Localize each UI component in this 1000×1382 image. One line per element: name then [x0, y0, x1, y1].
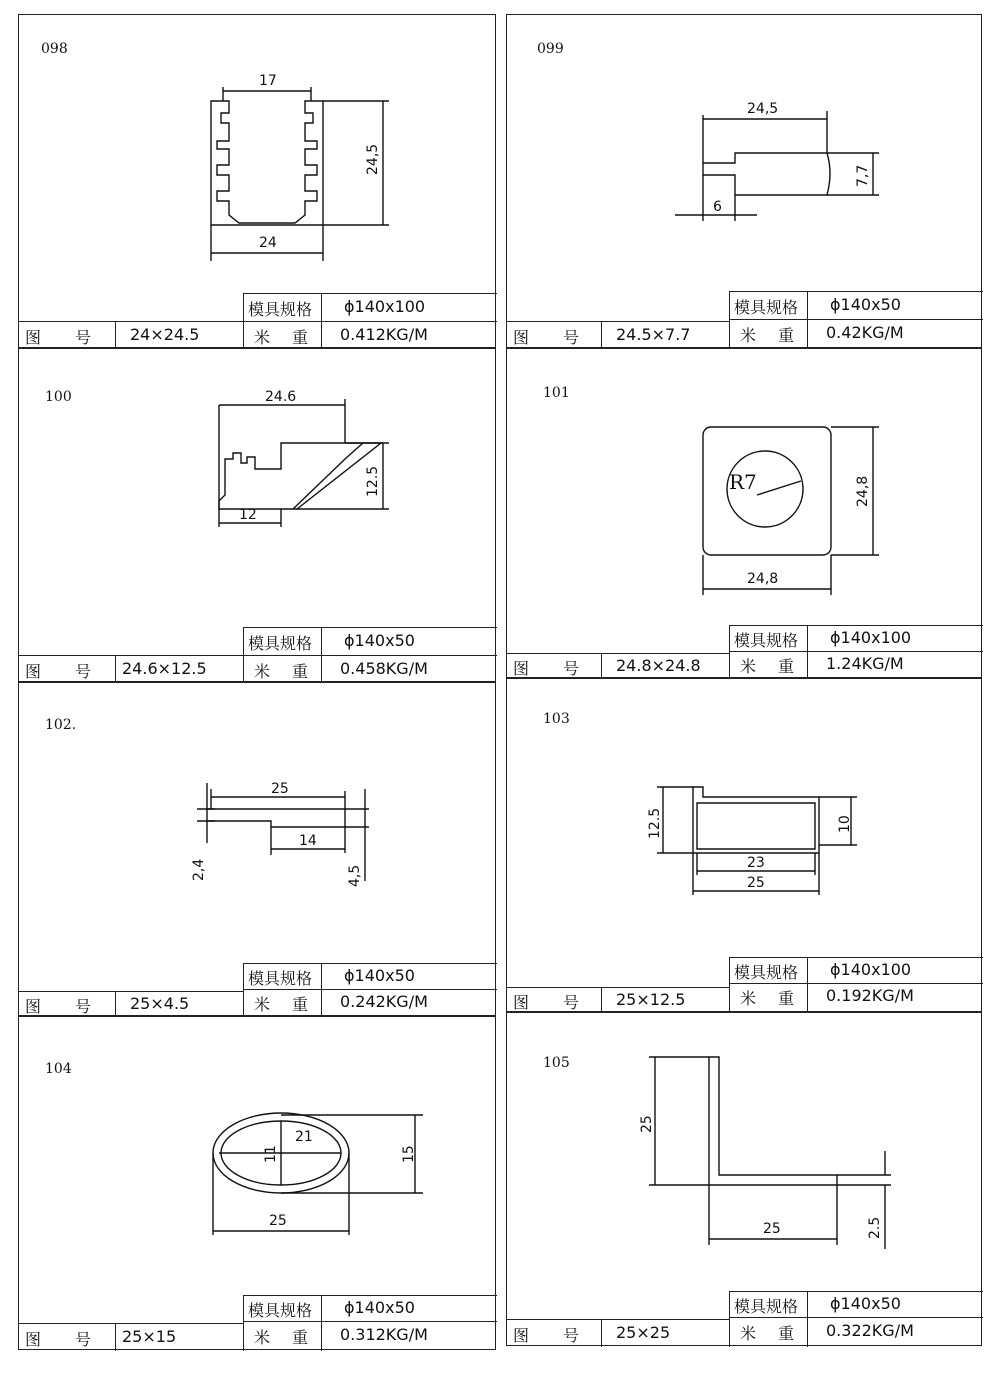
weight-value: 0.458KG/M	[321, 655, 497, 683]
profile-number: 103	[543, 711, 570, 727]
dim-inner-width: 21	[295, 1129, 313, 1145]
drawing-no-value: 24×24.5	[115, 321, 243, 349]
drawing-no-label: 图 号	[507, 321, 601, 349]
drawing-no-value: 25×4.5	[115, 991, 243, 1017]
dim-width: 25	[269, 1213, 287, 1229]
profile-drawing	[507, 1013, 977, 1283]
weight-label: 米 重	[729, 319, 807, 349]
mold-spec-label: 模具规格	[243, 963, 321, 989]
profile-drawing	[19, 683, 489, 953]
profile-number: 101	[543, 385, 570, 401]
dim-step: 14	[299, 833, 317, 849]
drawing-no-label: 图 号	[507, 653, 601, 679]
drawing-no-value: 24.5×7.7	[601, 321, 729, 349]
drawing-no-value: 24.8×24.8	[601, 653, 729, 679]
dim-width: 24,8	[747, 571, 779, 587]
dim-length: 24,5	[747, 101, 779, 117]
mold-spec-value: ϕ140x100	[321, 293, 497, 321]
profile-card-101	[506, 348, 982, 678]
weight-label: 米 重	[243, 321, 321, 349]
profile-card-100	[18, 348, 496, 682]
weight-value: 0.42KG/M	[807, 319, 983, 349]
spec-table	[507, 291, 983, 349]
mold-spec-value: ϕ140x50	[321, 627, 497, 655]
mold-spec-value: ϕ140x50	[807, 1291, 983, 1317]
weight-label: 米 重	[243, 1321, 321, 1351]
profile-number: 104	[45, 1061, 72, 1077]
profile-drawing	[507, 15, 977, 285]
drawing-no-label: 图 号	[19, 321, 115, 349]
spec-table	[507, 957, 983, 1013]
dim-width-bottom: 24	[259, 235, 277, 251]
spec-table	[19, 963, 497, 1017]
dim-width-top: 17	[259, 73, 277, 89]
weight-value: 0.412KG/M	[321, 321, 497, 349]
profile-number: 105	[543, 1055, 570, 1071]
mold-spec-value: ϕ140x50	[321, 1295, 497, 1321]
profile-card-105	[506, 1012, 982, 1346]
mold-spec-label: 模具规格	[243, 293, 321, 321]
drawing-no-label: 图 号	[19, 655, 115, 683]
mold-spec-label: 模具规格	[243, 627, 321, 655]
mold-spec-label: 模具规格	[729, 957, 807, 983]
dim-height: 12.5	[647, 807, 663, 839]
mold-spec-value: ϕ140x50	[807, 291, 983, 319]
profile-number: 102.	[45, 717, 77, 733]
profile-card-099	[506, 14, 982, 348]
dim-inner-height: 11	[263, 1145, 279, 1163]
mold-spec-label: 模具规格	[729, 291, 807, 319]
dim-thickness: 2.5	[867, 1216, 883, 1239]
mold-spec-value: ϕ140x50	[321, 963, 497, 989]
dim-width: 25	[763, 1221, 781, 1237]
dim-length: 24.6	[265, 389, 297, 405]
dim-inner-width: 23	[747, 855, 765, 871]
dim-height: 15	[401, 1145, 417, 1163]
spec-table	[19, 627, 497, 683]
profile-number: 100	[45, 389, 72, 405]
weight-label: 米 重	[729, 651, 807, 679]
weight-label: 米 重	[243, 655, 321, 683]
dim-lip: 2,4	[191, 858, 207, 881]
dim-height: 24,5	[365, 143, 381, 175]
mold-spec-value: ϕ140x100	[807, 957, 983, 983]
drawing-no-label: 图 号	[507, 987, 601, 1013]
dim-radius: R7	[729, 470, 757, 494]
dim-height: 24,8	[855, 475, 871, 507]
spec-table	[19, 293, 497, 349]
drawing-no-value: 25×12.5	[601, 987, 729, 1013]
weight-value: 0.312KG/M	[321, 1321, 497, 1351]
drawing-no-value: 25×25	[601, 1319, 729, 1347]
weight-value: 1.24KG/M	[807, 651, 983, 679]
profile-drawing	[507, 349, 977, 619]
profile-drawing	[19, 1017, 489, 1287]
mold-spec-value: ϕ140x100	[807, 625, 983, 651]
spec-table	[507, 625, 983, 679]
profile-drawing	[19, 349, 489, 619]
profile-card-103	[506, 678, 982, 1012]
mold-spec-label: 模具规格	[729, 1291, 807, 1317]
drawing-no-label: 图 号	[507, 1319, 601, 1347]
dim-length: 25	[271, 781, 289, 797]
drawing-no-value: 24.6×12.5	[115, 655, 243, 683]
profile-drawing	[19, 15, 489, 285]
weight-label: 米 重	[243, 989, 321, 1017]
dim-base: 12	[239, 507, 257, 523]
profile-drawing	[507, 679, 977, 949]
dim-height: 25	[639, 1115, 655, 1133]
spec-table	[507, 1291, 983, 1347]
weight-label: 米 重	[729, 1317, 807, 1347]
dim-width: 25	[747, 875, 765, 891]
profile-card-104	[18, 1016, 496, 1350]
profile-number: 098	[41, 41, 68, 57]
dim-height: 12.5	[365, 465, 381, 497]
mold-spec-label: 模具规格	[243, 1295, 321, 1321]
weight-value: 0.242KG/M	[321, 989, 497, 1017]
drawing-no-label: 图 号	[19, 991, 115, 1017]
drawing-no-label: 图 号	[19, 1323, 115, 1351]
weight-value: 0.192KG/M	[807, 983, 983, 1013]
profile-card-098	[18, 14, 496, 348]
dim-height: 7,7	[855, 164, 871, 187]
dim-height: 4,5	[347, 864, 363, 887]
profile-number: 099	[537, 41, 564, 57]
weight-value: 0.322KG/M	[807, 1317, 983, 1347]
mold-spec-label: 模具规格	[729, 625, 807, 651]
dim-inner-height: 10	[837, 815, 853, 833]
drawing-no-value: 25×15	[115, 1323, 243, 1351]
profile-card-102	[18, 682, 496, 1016]
spec-table	[19, 1295, 497, 1351]
dim-tab: 6	[713, 199, 722, 215]
weight-label: 米 重	[729, 983, 807, 1013]
